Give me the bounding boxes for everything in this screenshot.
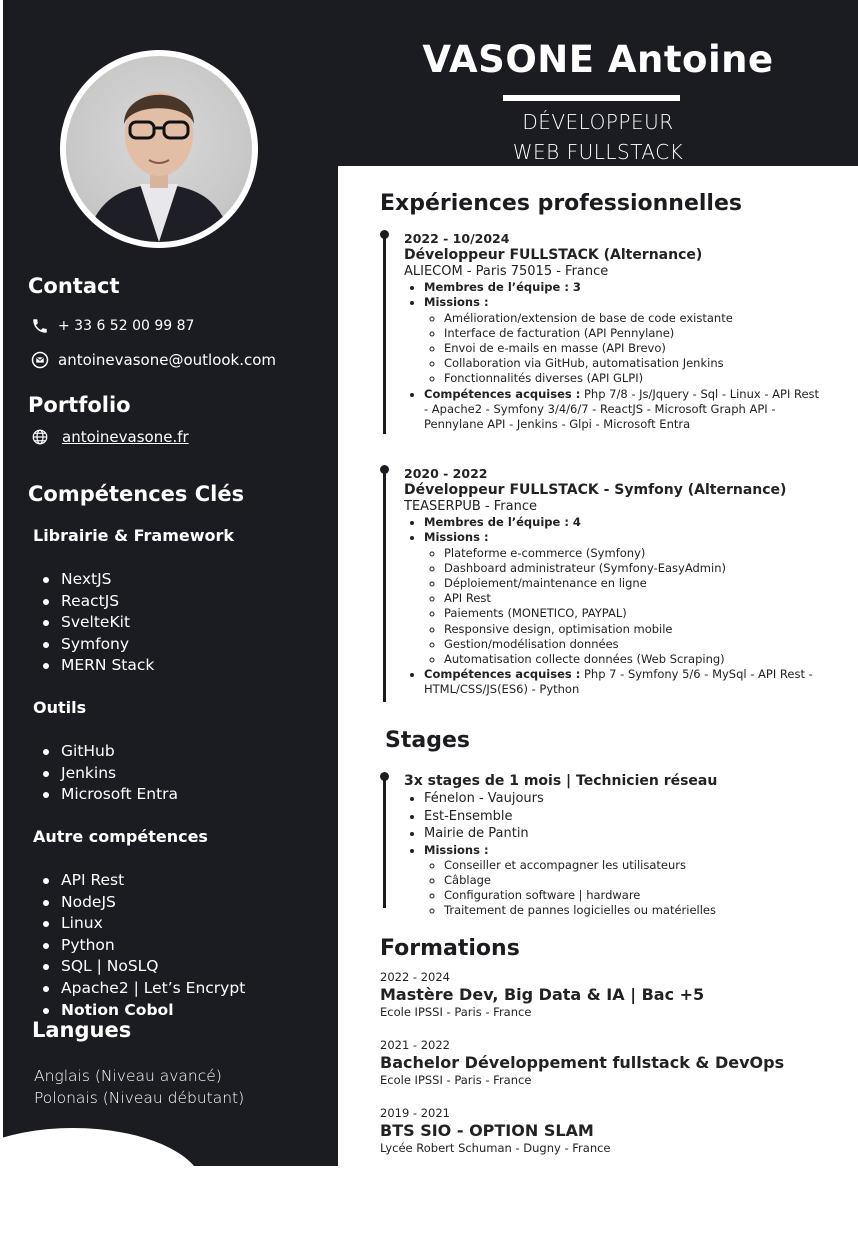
skills-acquired-text: Php 7/8 - Js/Jquery - Sql - Linux - API Rest - Apache2 - Symfony 3/4/6/7 - ReactJS - Microsoft Graph API - Pennylane API - Jenkins - Glpi - Microsoft Entra (424, 386, 820, 432)
missions-label: Missions : (424, 842, 489, 857)
stage-heading: 3x stages de 1 mois | Technicien réseau (404, 773, 718, 789)
experience-company: TEASERPUB - France (404, 499, 538, 515)
experience-role: Développeur FULLSTACK - Symfony (Alternance) (404, 482, 787, 499)
skill-item: SvelteKit (43, 612, 154, 634)
language-item: Anglais (Niveau avancé) (34, 1067, 222, 1085)
skill-item: MERN Stack (43, 655, 154, 677)
experience-company: ALIECOM - Paris 75015 - France (404, 264, 609, 280)
mission-item: ◦ Collaboration via GitHub, automatisation Jenkins (444, 356, 824, 371)
skill-item: NodeJS (43, 892, 245, 914)
skill-item: Notion Cobol (43, 1000, 245, 1022)
skills-group-title: Librairie & Framework (33, 526, 235, 545)
skills-list (43, 569, 154, 677)
experience-date: 2022 - 10/2024 (404, 231, 510, 246)
profile-photo (60, 50, 258, 248)
skill-item: Apache2 | Let’s Encrypt (43, 978, 245, 1000)
contact-email (30, 350, 276, 370)
experience-date: 2020 - 2022 (404, 466, 488, 481)
skill-item: Linux (43, 913, 245, 935)
formation-years: 2021 - 2022 (380, 1038, 450, 1052)
stage-place: • Fénelon - Vaujours (424, 790, 824, 808)
job-title (338, 107, 858, 167)
full-name: VASONE Antoine (422, 38, 774, 81)
formation-entry (380, 1106, 820, 1155)
skill-item: Symfony (43, 634, 154, 656)
formation-entry (380, 1038, 820, 1087)
email-address[interactable]: antoinevasone@outlook.com (58, 351, 277, 369)
formation-title: Mastère Dev, Big Data & IA | Bac +5 (380, 985, 705, 1004)
header-divider (503, 95, 680, 101)
phone-icon (30, 316, 50, 336)
globe-icon (30, 427, 50, 447)
stage-place: • Mairie de Pantin (424, 825, 824, 843)
portfolio-link[interactable]: antoinevasone.fr (62, 428, 189, 446)
timeline-line (383, 469, 386, 702)
mission-item: ◦ Traitement de pannes logicielles ou matérielles (444, 903, 824, 918)
skill-item: Jenkins (43, 763, 178, 785)
skills-group-title: Autre compétences (33, 827, 208, 846)
missions-label: Missions : (424, 530, 489, 545)
skills-title: Compétences Clés (28, 482, 245, 506)
formation-title: BTS SIO - OPTION SLAM (380, 1121, 594, 1140)
timeline-line (383, 776, 386, 908)
contact-title: Contact (28, 274, 120, 298)
job-title-line1: DÉVELOPPEUR (522, 110, 674, 134)
mission-item: ◦ Responsive design, optimisation mobile (444, 622, 824, 637)
team-size: • Membres de l’équipe : 3 (424, 280, 824, 295)
mission-item: ◦ Déploiement/maintenance en ligne (444, 576, 824, 591)
mission-item: ◦ Paiements (MONETICO, PAYPAL) (444, 606, 824, 621)
formation-title: Bachelor Développement fullstack & DevOps (380, 1053, 785, 1072)
formation-entry (380, 970, 820, 1019)
mission-item: ◦ Configuration software | hardware (444, 888, 824, 903)
skills-list (43, 741, 178, 806)
mission-item: ◦ Gestion/modélisation données (444, 637, 824, 652)
skill-item: ReactJS (43, 591, 154, 613)
missions-label: Missions : (424, 295, 489, 310)
mission-item: ◦ Câblage (444, 873, 824, 888)
skill-item: API Rest (43, 870, 245, 892)
mission-item: ◦ Envoi de e-mails en masse (API Brevo) (444, 341, 824, 356)
skill-item: NextJS (43, 569, 154, 591)
skills-list (43, 870, 245, 1021)
mail-icon (30, 350, 50, 370)
mission-item: ◦ Automatisation collecte données (Web Scraping) (444, 652, 824, 667)
stages-title: Stages (385, 728, 470, 753)
formation-years: 2022 - 2024 (380, 970, 450, 984)
timeline-line (383, 234, 386, 434)
header (338, 0, 858, 166)
stage-entry (404, 772, 824, 919)
experience-entry (404, 231, 824, 432)
mission-item: ◦ Fonctionnalités diverses (API GLPI) (444, 371, 824, 386)
portfolio-link-row (30, 427, 189, 447)
mission-item: ◦ Amélioration/extension de base de code existante (444, 311, 824, 326)
formation-years: 2019 - 2021 (380, 1106, 450, 1120)
skill-item: Python (43, 935, 245, 957)
experience-role: Développeur FULLSTACK (Alternance) (404, 247, 703, 264)
skill-item: Microsoft Entra (43, 784, 178, 806)
formation-place: Ecole IPSSI - Paris - France (380, 1005, 532, 1019)
team-size: • Membres de l’équipe : 4 (424, 515, 824, 530)
mission-item: ◦ Conseiller et accompagner les utilisateurs (444, 858, 824, 873)
stage-place: • Est-Ensemble (424, 808, 824, 826)
formation-place: Lycée Robert Schuman - Dugny - France (380, 1141, 611, 1155)
mission-item: ◦ Plateforme e-commerce (Symfony) (444, 546, 824, 561)
languages-title: Langues (32, 1018, 132, 1042)
portfolio-title: Portfolio (28, 393, 131, 417)
languages-list (34, 1065, 244, 1109)
contact-phone (30, 316, 194, 336)
formation-place: Ecole IPSSI - Paris - France (380, 1073, 532, 1087)
language-item: Polonais (Niveau débutant) (34, 1089, 245, 1107)
skills-acquired-label: Compétences acquises : (424, 667, 581, 682)
job-title-line2: WEB FULLSTACK (512, 140, 684, 164)
decorative-curve (0, 1128, 203, 1248)
mission-item: ◦ Dashboard administrateur (Symfony-EasyAdmin) (444, 561, 824, 576)
skills-acquired-label: Compétences acquises : (424, 386, 581, 401)
skill-item: GitHub (43, 741, 178, 763)
person-portrait-icon (66, 56, 252, 242)
phone-number: + 33 6 52 00 99 87 (58, 318, 195, 334)
mission-item: ◦ API Rest (444, 591, 824, 606)
formations-title: Formations (380, 936, 520, 961)
experiences-title: Expériences professionnelles (380, 191, 742, 216)
experience-entry (404, 466, 824, 698)
skill-item: SQL | NoSLQ (43, 956, 245, 978)
mission-item: ◦ Interface de facturation (API Pennylane) (444, 326, 824, 341)
skills-group-title: Outils (33, 698, 87, 717)
skills-acquired-text: Php 7 - Symfony 5/6 - MySql - API Rest - HTML/CSS/JS(ES6) - Python (424, 667, 813, 697)
